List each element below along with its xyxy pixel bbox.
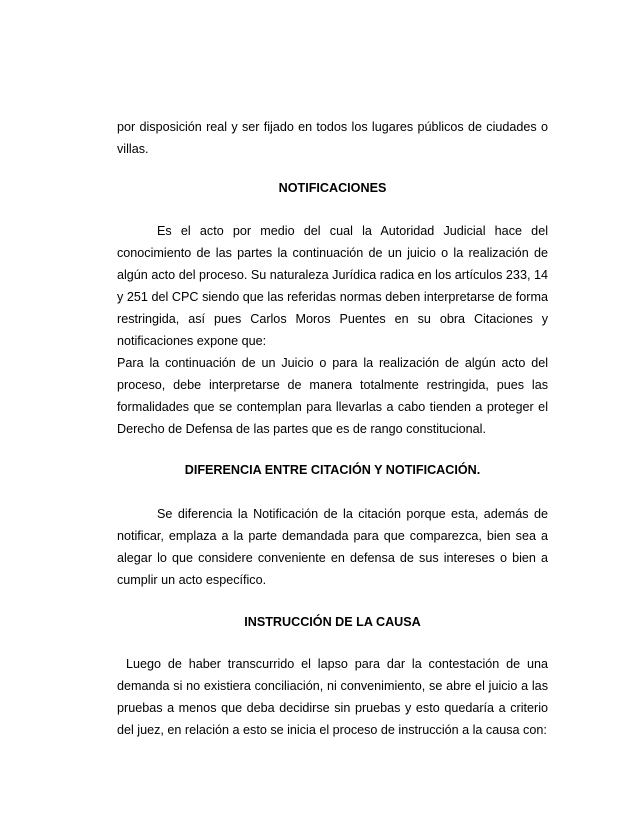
diferencia-paragraph: Se diferencia la Notificación de la citación porque esta, además de notificar, emplaza a la parte demandada para que comparezca, bien sea a alegar lo que considere conveniente en defensa de sus intereses o bien a cumplir un acto específico. (117, 507, 548, 587)
heading-notificaciones: NOTIFICACIONES (278, 181, 387, 195)
quote-paragraph: Para la continuación de un Juicio o para la realización de algún acto del proceso, debe interpretarse de manera totalmente restringida, pues las formalidades que se contemplan para llevarlas a cabo tienden a proteger el Derecho de Defensa de las partes que es de rango constitucional. (117, 356, 548, 436)
instruccion-paragraph: Luego de haber transcurrido el lapso para dar la contestación de una demanda si no existiera conciliación, ni convenimiento, se abre el juicio a las pruebas a menos que deba decidirse sin pruebas y esto quedaría a criterio del juez, en relación a esto se inicia el proceso de instrucción a la causa con: (117, 657, 548, 737)
notificaciones-paragraph: Es el acto por medio del cual la Autoridad Judicial hace del conocimiento de las partes la continuación de un juicio o la realización de algún acto del proceso. Su naturaleza Jurídica radica en los artículos 233, 14 y 251 del CPC siendo que las referidas normas deben interpretarse de forma restringida, así pues Carlos Moros Puentes en su obra Citaciones y notificaciones expone que: (117, 224, 548, 348)
intro-paragraph: por disposición real y ser fijado en todos los lugares públicos de ciudades o villas. (117, 120, 548, 156)
heading-instruccion: INSTRUCCIÓN DE LA CAUSA (244, 615, 421, 629)
heading-diferencia: DIFERENCIA ENTRE CITACIÓN Y NOTIFICACIÓN. (184, 463, 481, 477)
